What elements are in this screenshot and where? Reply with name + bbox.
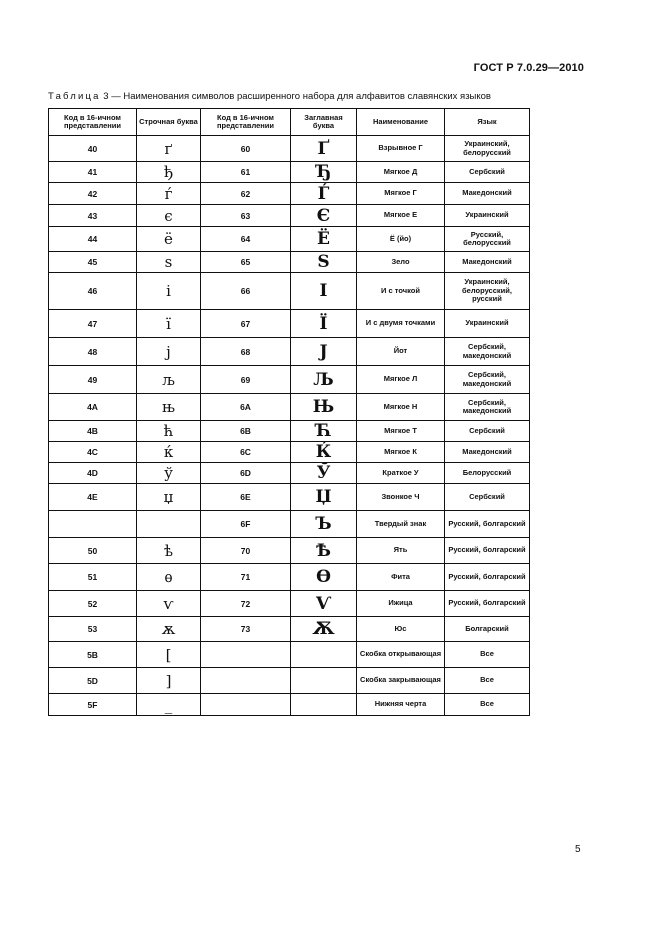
lowercase-letter-cell: ќ (137, 442, 201, 463)
lowercase-letter-cell: љ (137, 366, 201, 394)
uppercase-letter-cell: Ў (291, 463, 357, 484)
lowercase-letter-cell (137, 511, 201, 538)
language-cell: Сербский, македонский (445, 338, 530, 366)
lowercase-letter-cell: ѫ (137, 617, 201, 642)
code-upper-cell: 68 (201, 338, 291, 366)
page-number: 5 (575, 844, 581, 855)
code-lower-cell: 51 (49, 564, 137, 591)
code-upper-cell: 6F (201, 511, 291, 538)
table-row (49, 511, 530, 538)
code-upper-cell: 60 (201, 136, 291, 162)
code-upper-cell: 67 (201, 310, 291, 338)
lowercase-letter-cell: є (137, 205, 201, 227)
table-row (49, 338, 530, 366)
lowercase-letter-cell: џ (137, 484, 201, 511)
name-cell: Мягкое Е (357, 205, 445, 227)
code-upper-cell: 6D (201, 463, 291, 484)
language-cell: Сербский (445, 484, 530, 511)
language-cell: Украинский, белорусский, русский (445, 273, 530, 310)
code-lower-cell: 45 (49, 252, 137, 273)
code-lower-cell: 48 (49, 338, 137, 366)
name-cell: Твердый знак (357, 511, 445, 538)
lowercase-letter-cell: ї (137, 310, 201, 338)
name-cell: Йот (357, 338, 445, 366)
uppercase-letter-cell: Є (291, 205, 357, 227)
name-cell: Скобка открывающая (357, 642, 445, 668)
table-row (49, 273, 530, 310)
name-cell: Ять (357, 538, 445, 564)
table-row (49, 183, 530, 205)
language-cell: Русский, белорусский (445, 227, 530, 252)
code-upper-cell: 66 (201, 273, 291, 310)
table-row (49, 463, 530, 484)
uppercase-letter-cell: Ї (291, 310, 357, 338)
caption-text: — Наименования символов расширенного набора для алфавитов славянских языков (111, 91, 491, 102)
uppercase-letter-cell: Ќ (291, 442, 357, 463)
table-row (49, 484, 530, 511)
column-header-code-lower: Код в 16-ичном представлении (49, 109, 137, 136)
name-cell: И с точкой (357, 273, 445, 310)
table-row (49, 668, 530, 694)
name-cell: Зело (357, 252, 445, 273)
uppercase-letter-cell (291, 694, 357, 716)
code-lower-cell: 42 (49, 183, 137, 205)
code-lower-cell: 43 (49, 205, 137, 227)
language-cell: Все (445, 694, 530, 716)
code-lower-cell: 40 (49, 136, 137, 162)
table-row (49, 617, 530, 642)
lowercase-letter-cell: ѣ (137, 538, 201, 564)
language-cell: Русский, болгарский (445, 591, 530, 617)
language-cell: Македонский (445, 252, 530, 273)
code-lower-cell: 52 (49, 591, 137, 617)
lowercase-letter-cell: ћ (137, 421, 201, 442)
uppercase-letter-cell: Џ (291, 484, 357, 511)
uppercase-letter-cell: Ѫ (291, 617, 357, 642)
language-cell: Русский, болгарский (445, 511, 530, 538)
language-cell: Сербский, македонский (445, 366, 530, 394)
code-lower-cell: 4A (49, 394, 137, 421)
uppercase-letter-cell (291, 642, 357, 668)
language-cell: Болгарский (445, 617, 530, 642)
symbols-table (48, 108, 530, 716)
code-lower-cell: 47 (49, 310, 137, 338)
uppercase-letter-cell: Ґ (291, 136, 357, 162)
column-header-name: Наименование (357, 109, 445, 136)
code-upper-cell: 6A (201, 394, 291, 421)
code-upper-cell: 71 (201, 564, 291, 591)
lowercase-letter-cell: ђ (137, 162, 201, 183)
name-cell: Нижняя черта (357, 694, 445, 716)
code-upper-cell: 69 (201, 366, 291, 394)
code-lower-cell: 4D (49, 463, 137, 484)
lowercase-letter-cell: ѵ (137, 591, 201, 617)
name-cell: Фита (357, 564, 445, 591)
code-lower-cell (49, 511, 137, 538)
code-lower-cell: 5F (49, 694, 137, 716)
uppercase-letter-cell: Ђ (291, 162, 357, 183)
language-cell: Сербский, македонский (445, 394, 530, 421)
code-upper-cell (201, 642, 291, 668)
lowercase-letter-cell: ѕ (137, 252, 201, 273)
table-body (49, 136, 530, 716)
code-upper-cell: 6B (201, 421, 291, 442)
uppercase-letter-cell: І (291, 273, 357, 310)
code-upper-cell (201, 668, 291, 694)
table-row (49, 310, 530, 338)
lowercase-letter-cell: ј (137, 338, 201, 366)
language-cell: Русский, болгарский (445, 538, 530, 564)
table-row (49, 538, 530, 564)
code-lower-cell: 46 (49, 273, 137, 310)
lowercase-letter-cell: ё (137, 227, 201, 252)
lowercase-letter-cell: _ (137, 694, 201, 716)
uppercase-letter-cell (291, 668, 357, 694)
table-row (49, 442, 530, 463)
code-upper-cell: 63 (201, 205, 291, 227)
uppercase-letter-cell: Ъ (291, 511, 357, 538)
code-upper-cell: 70 (201, 538, 291, 564)
column-header-lowercase: Строчная буква (137, 109, 201, 136)
uppercase-letter-cell: Њ (291, 394, 357, 421)
code-upper-cell: 61 (201, 162, 291, 183)
lowercase-letter-cell: і (137, 273, 201, 310)
code-upper-cell: 73 (201, 617, 291, 642)
code-upper-cell: 6C (201, 442, 291, 463)
code-upper-cell: 64 (201, 227, 291, 252)
code-upper-cell (201, 694, 291, 716)
table-row (49, 366, 530, 394)
code-upper-cell: 62 (201, 183, 291, 205)
uppercase-letter-cell: Ѕ (291, 252, 357, 273)
table-row (49, 162, 530, 183)
language-cell: Русский, болгарский (445, 564, 530, 591)
code-lower-cell: 4E (49, 484, 137, 511)
name-cell: Краткое У (357, 463, 445, 484)
name-cell: Мягкое Г (357, 183, 445, 205)
code-lower-cell: 44 (49, 227, 137, 252)
name-cell: Мягкое К (357, 442, 445, 463)
code-upper-cell: 6E (201, 484, 291, 511)
code-lower-cell: 50 (49, 538, 137, 564)
uppercase-letter-cell: Ћ (291, 421, 357, 442)
uppercase-letter-cell: Ё (291, 227, 357, 252)
lowercase-letter-cell: ] (137, 668, 201, 694)
name-cell: Юс (357, 617, 445, 642)
table-row (49, 694, 530, 716)
language-cell: Македонский (445, 442, 530, 463)
table-row (49, 564, 530, 591)
column-header-uppercase: Заглавная буква (291, 109, 357, 136)
name-cell: Звонкое Ч (357, 484, 445, 511)
code-lower-cell: 4C (49, 442, 137, 463)
uppercase-letter-cell: Ѣ (291, 538, 357, 564)
language-cell: Украинский, белорусский (445, 136, 530, 162)
lowercase-letter-cell: њ (137, 394, 201, 421)
table-header-row (49, 109, 530, 136)
table-row (49, 205, 530, 227)
language-cell: Украинский (445, 310, 530, 338)
code-upper-cell: 65 (201, 252, 291, 273)
table-row (49, 591, 530, 617)
table-row (49, 394, 530, 421)
name-cell: Взрывное Г (357, 136, 445, 162)
caption-number: 3 (103, 91, 109, 102)
uppercase-letter-cell: Ј (291, 338, 357, 366)
code-upper-cell: 72 (201, 591, 291, 617)
language-cell: Украинский (445, 205, 530, 227)
code-lower-cell: 49 (49, 366, 137, 394)
name-cell: Мягкое Н (357, 394, 445, 421)
table-row (49, 252, 530, 273)
code-lower-cell: 41 (49, 162, 137, 183)
language-cell: Сербский (445, 421, 530, 442)
name-cell: Ё (йо) (357, 227, 445, 252)
lowercase-letter-cell: ґ (137, 136, 201, 162)
code-lower-cell: 5B (49, 642, 137, 668)
language-cell: Сербский (445, 162, 530, 183)
name-cell: Мягкое Л (357, 366, 445, 394)
table-row (49, 421, 530, 442)
uppercase-letter-cell: Ѓ (291, 183, 357, 205)
name-cell: Мягкое Т (357, 421, 445, 442)
table-row (49, 136, 530, 162)
name-cell: И с двумя точками (357, 310, 445, 338)
name-cell: Скобка закрывающая (357, 668, 445, 694)
code-lower-cell: 4B (49, 421, 137, 442)
table-row (49, 642, 530, 668)
language-cell: Все (445, 668, 530, 694)
lowercase-letter-cell: ѓ (137, 183, 201, 205)
document-number: ГОСТ Р 7.0.29—2010 (473, 62, 584, 74)
uppercase-letter-cell: Ѳ (291, 564, 357, 591)
lowercase-letter-cell: [ (137, 642, 201, 668)
code-lower-cell: 5D (49, 668, 137, 694)
table-caption (48, 91, 608, 102)
name-cell: Ижица (357, 591, 445, 617)
column-header-language: Язык (445, 109, 530, 136)
name-cell: Мягкое Д (357, 162, 445, 183)
table-row (49, 227, 530, 252)
column-header-code-upper: Код в 16-ичном представлении (201, 109, 291, 136)
lowercase-letter-cell: ў (137, 463, 201, 484)
caption-label: Таблица (48, 91, 101, 102)
language-cell: Македонский (445, 183, 530, 205)
lowercase-letter-cell: ѳ (137, 564, 201, 591)
code-lower-cell: 53 (49, 617, 137, 642)
uppercase-letter-cell: Ѵ (291, 591, 357, 617)
language-cell: Все (445, 642, 530, 668)
uppercase-letter-cell: Љ (291, 366, 357, 394)
language-cell: Белорусский (445, 463, 530, 484)
